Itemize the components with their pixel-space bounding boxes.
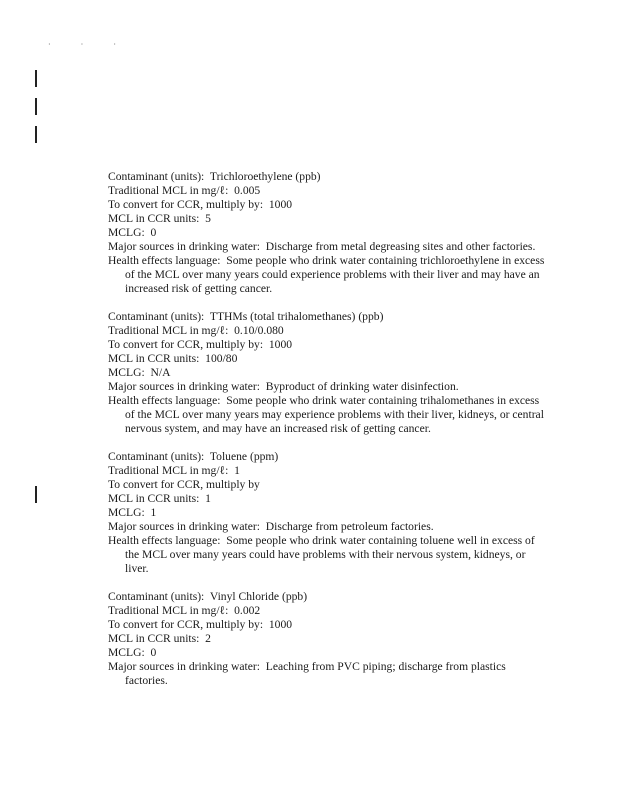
traditional-mcl-value: 1: [234, 464, 240, 477]
sources-label: Major sources in drinking water:: [108, 380, 260, 393]
document-body: [108, 170, 548, 702]
health-effects-line: [108, 534, 548, 576]
contaminant-line: [108, 310, 548, 324]
traditional-mcl-label: Traditional MCL in mg/ℓ:: [108, 184, 229, 197]
sources-line: [108, 660, 548, 688]
mcl-ccr-label: MCL in CCR units:: [108, 212, 200, 225]
contaminant-label: Contaminant (units):: [108, 170, 205, 183]
sources-value: Discharge from petroleum factories.: [265, 520, 434, 533]
contaminant-value: Trichloroethylene (ppb): [209, 170, 321, 183]
health-effects-label: Health effects language:: [108, 254, 221, 267]
mcl-ccr-line: [108, 212, 548, 226]
mclg-label: MCLG:: [108, 366, 145, 379]
revision-bar: [35, 70, 37, 87]
contaminant-entry-toluene: [108, 450, 548, 576]
convert-value: 1000: [268, 338, 293, 351]
mclg-line: [108, 226, 548, 240]
contaminant-line: [108, 590, 548, 604]
mclg-value: 1: [150, 506, 157, 519]
sources-label: Major sources in drinking water:: [108, 520, 260, 533]
health-effects-label: Health effects language:: [108, 394, 221, 407]
contaminant-label: Contaminant (units):: [108, 310, 205, 323]
mcl-ccr-line: [108, 352, 548, 366]
mcl-ccr-label: MCL in CCR units:: [108, 632, 200, 645]
revision-bar: [35, 486, 37, 503]
contaminant-line: [108, 170, 548, 184]
contaminant-label: Contaminant (units):: [108, 590, 205, 603]
convert-value: 1000: [268, 618, 293, 631]
health-effects-line: [108, 394, 548, 436]
contaminant-value: Toluene (ppm): [209, 450, 279, 463]
mclg-value: 0: [150, 646, 157, 659]
mclg-value: N/A: [150, 366, 171, 379]
contaminant-entry-trichloroethylene: [108, 170, 548, 296]
sources-value: Byproduct of drinking water disinfection.: [265, 380, 459, 393]
convert-line: [108, 618, 548, 632]
convert-label: To convert for CCR, multiply by: [108, 478, 260, 491]
sources-value: Leaching from PVC piping; discharge from plastics factories.: [125, 660, 506, 687]
convert-line: [108, 478, 548, 492]
convert-line: [108, 198, 548, 212]
health-effects-line: [108, 254, 548, 296]
sources-value: Discharge from metal degreasing sites and other factories.: [265, 240, 536, 253]
mclg-line: [108, 506, 548, 520]
traditional-mcl-line: [108, 324, 548, 338]
convert-label: To convert for CCR, multiply by:: [108, 198, 264, 211]
contaminant-entry-vinyl-chloride: [108, 590, 548, 688]
mcl-ccr-line: [108, 492, 548, 506]
traditional-mcl-line: [108, 604, 548, 618]
mcl-ccr-label: MCL in CCR units:: [108, 352, 200, 365]
contaminant-entry-tthms: [108, 310, 548, 436]
convert-label: To convert for CCR, multiply by:: [108, 338, 264, 351]
traditional-mcl-line: [108, 184, 548, 198]
mcl-ccr-line: [108, 632, 548, 646]
mclg-line: [108, 646, 548, 660]
mcl-ccr-value: 5: [205, 212, 211, 225]
sources-label: Major sources in drinking water:: [108, 660, 260, 673]
traditional-mcl-label: Traditional MCL in mg/ℓ:: [108, 324, 229, 337]
mclg-line: [108, 366, 548, 380]
traditional-mcl-line: [108, 464, 548, 478]
traditional-mcl-value: 0.005: [234, 184, 261, 197]
revision-bar: [35, 98, 37, 115]
traditional-mcl-label: Traditional MCL in mg/ℓ:: [108, 604, 229, 617]
revision-bar: [35, 126, 37, 143]
contaminant-value: TTHMs (total trihalomethanes) (ppb): [209, 310, 384, 323]
mcl-ccr-value: 2: [205, 632, 211, 645]
convert-label: To convert for CCR, multiply by:: [108, 618, 264, 631]
traditional-mcl-value: 0.10/0.080: [234, 324, 284, 337]
mclg-label: MCLG:: [108, 646, 145, 659]
health-effects-value: Some people who drink water containing trichloroethylene in excess of the MCL over many years could experience problems with their liver and may have an increased risk of getting cancer.: [125, 254, 545, 295]
health-effects-value: Some people who drink water containing trihalomethanes in excess of the MCL over many years may experience problems with their liver, kidneys, or central nervous system, and may have an increased risk of getting cancer.: [125, 394, 544, 435]
health-effects-label: Health effects language:: [108, 534, 221, 547]
mclg-label: MCLG:: [108, 226, 145, 239]
traditional-mcl-value: 0.002: [234, 604, 261, 617]
sources-line: [108, 380, 548, 394]
health-effects-value: Some people who drink water containing toluene well in excess of the MCL over many years could have problems with their nervous system, kidneys, or liver.: [125, 534, 535, 575]
sources-label: Major sources in drinking water:: [108, 240, 260, 253]
mcl-ccr-value: 1: [205, 492, 211, 505]
sources-line: [108, 520, 548, 534]
mclg-label: MCLG:: [108, 506, 145, 519]
mcl-ccr-value: 100/80: [205, 352, 238, 365]
contaminant-line: [108, 450, 548, 464]
contaminant-value: Vinyl Chloride (ppb): [209, 590, 308, 603]
mcl-ccr-label: MCL in CCR units:: [108, 492, 200, 505]
scan-marks: · · ·: [48, 40, 130, 49]
traditional-mcl-label: Traditional MCL in mg/ℓ:: [108, 464, 229, 477]
sources-line: [108, 240, 548, 254]
convert-value: 1000: [268, 198, 293, 211]
mclg-value: 0: [150, 226, 157, 239]
convert-line: [108, 338, 548, 352]
contaminant-label: Contaminant (units):: [108, 450, 205, 463]
